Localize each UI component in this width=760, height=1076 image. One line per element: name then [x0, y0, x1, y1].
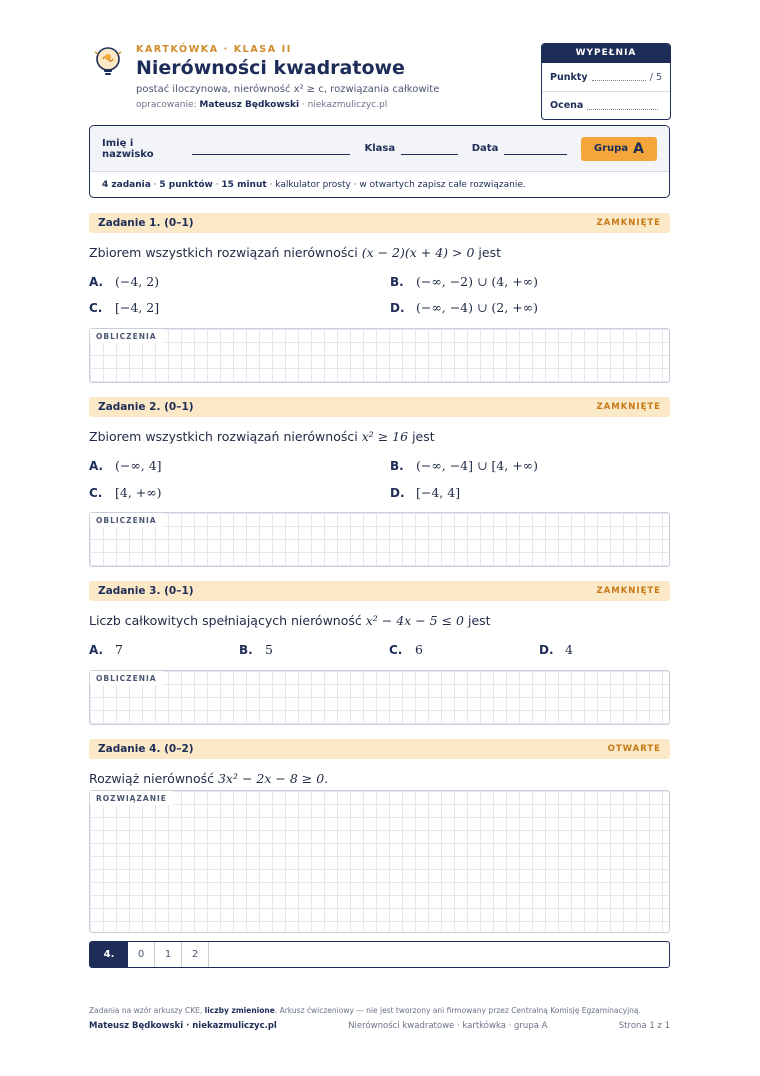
- teacher-grade-row: [542, 91, 670, 119]
- task-2-header: [89, 397, 670, 417]
- teacher-box-title: WYPEŁNIA NAUCZYCIEL: [542, 44, 670, 63]
- score-cell-2[interactable]: 2: [182, 942, 209, 967]
- task-2-option-a[interactable]: [89, 458, 162, 473]
- task-2-type: ZAMKNIĘTE: [596, 402, 661, 412]
- info-tasks: 4 zadania: [102, 180, 151, 190]
- task-1-option-a[interactable]: [89, 274, 159, 289]
- footer-note-a: Zadania na wzór arkuszy CKE,: [89, 1006, 203, 1015]
- task-3-stem-text: Liczb całkowitych spełniających nierówność: [89, 613, 362, 628]
- group-badge: [581, 137, 657, 161]
- task-4-score-strip: [89, 941, 670, 968]
- task-2-option-c[interactable]: [89, 485, 162, 500]
- option-label: B.: [390, 275, 404, 289]
- class-field[interactable]: [401, 143, 458, 155]
- task-2-stem-text: Zbiorem wszystkich rozwiązań nierówności: [89, 429, 358, 444]
- author-prefix: opracowanie:: [136, 100, 197, 110]
- lightbulb-logo-icon: [91, 44, 125, 78]
- author-line: [136, 100, 387, 110]
- name-field[interactable]: [192, 143, 350, 155]
- task-4-stem-math: 3x² − 2x − 8 ≥ 0: [217, 771, 325, 786]
- task-3-stem-math: x² − 4x − 5 ≤ 0: [365, 613, 464, 628]
- option-label: A.: [89, 459, 104, 473]
- option-label: D.: [390, 301, 405, 315]
- task-4-stem-after: .: [324, 771, 329, 786]
- work-area-label: OBLICZENIA: [90, 671, 163, 685]
- option-label: C.: [89, 301, 103, 315]
- task-3-work-area[interactable]: [89, 670, 670, 725]
- option-value: [4, +∞): [115, 485, 162, 500]
- author-name: Mateusz Będkowski: [199, 100, 300, 110]
- task-4-solution-area[interactable]: [89, 790, 670, 933]
- info-rest: · kalkulator prosty · w otwartych zapisz całe rozwiązanie.: [269, 180, 526, 190]
- footer-note-c: . Arkusz ćwiczeniowy — nie jest tworzony ani firmowany przez Centralną Komisję Egzaminacyjną.: [274, 1006, 641, 1015]
- option-label: C.: [89, 486, 103, 500]
- task-4-header: [89, 739, 670, 759]
- work-area-label: OBLICZENIA: [90, 329, 163, 343]
- option-value: (−4, 2): [115, 274, 160, 289]
- teacher-box: [541, 43, 671, 120]
- page-subtitle: postać iloczynowa, nierówność x² ≥ c, rozwiązania całkowite: [136, 84, 440, 95]
- task-1-stem-text: Zbiorem wszystkich rozwiązań nierówności: [89, 245, 358, 260]
- footer-line: [89, 1021, 670, 1031]
- task-3-option-d[interactable]: [539, 642, 573, 657]
- option-label: A.: [89, 643, 104, 657]
- task-4-stem: [89, 771, 328, 786]
- points-max: / 5: [649, 71, 662, 83]
- task-1-type: ZAMKNIĘTE: [596, 218, 661, 228]
- task-1-stem-after: jest: [478, 245, 501, 260]
- points-label: Punkty: [550, 71, 588, 83]
- work-area-label: ROZWIĄZANIE: [90, 791, 173, 805]
- points-field[interactable]: [592, 73, 646, 81]
- task-3-stem: [89, 613, 491, 628]
- option-label: A.: [89, 275, 104, 289]
- task-1-option-d[interactable]: [390, 300, 538, 315]
- task-3-option-b[interactable]: [239, 642, 273, 657]
- option-value: (−∞, −4] ∪ [4, +∞): [416, 458, 538, 473]
- name-label: Imię i nazwisko: [102, 137, 154, 160]
- task-3-type: ZAMKNIĘTE: [596, 586, 661, 596]
- option-value: 4: [565, 642, 573, 657]
- option-value: [−4, 2]: [115, 300, 160, 315]
- task-4-title: Zadanie 4. (0–2): [98, 743, 194, 755]
- task-1-title: Zadanie 1. (0–1): [98, 217, 194, 229]
- option-value: 6: [415, 642, 423, 657]
- footer-center: Nierówności kwadratowe · kartkówka · grupa A: [348, 1021, 548, 1031]
- task-1-work-area[interactable]: [89, 328, 670, 383]
- score-cell-0[interactable]: 0: [128, 942, 155, 967]
- footer-note-b: liczby zmienione: [204, 1006, 275, 1015]
- task-3-title: Zadanie 3. (0–1): [98, 585, 194, 597]
- task-2-stem: [89, 429, 435, 444]
- task-3-stem-after: jest: [467, 613, 491, 628]
- author-site: · niekazmuliczyc.pl: [301, 100, 388, 110]
- student-info-box: [89, 125, 670, 198]
- task-2-title: Zadanie 2. (0–1): [98, 401, 194, 413]
- footer-page: Strona 1 z 1: [618, 1021, 670, 1031]
- group-letter: A: [633, 140, 644, 157]
- option-label: B.: [390, 459, 404, 473]
- option-value: (−∞, 4]: [115, 458, 162, 473]
- footer-note: [89, 1006, 641, 1015]
- task-1-stem: [89, 245, 501, 260]
- info-points: 5 punktów: [159, 180, 213, 190]
- option-label: C.: [389, 643, 403, 657]
- task-4-type: OTWARTE: [607, 744, 661, 754]
- grade-label: Ocena: [550, 100, 584, 111]
- option-value: (−∞, −4) ∪ (2, +∞): [416, 300, 538, 315]
- option-value: 7: [115, 642, 123, 657]
- option-value: [−4, 4]: [416, 485, 461, 500]
- page-title: Nierówności kwadratowe: [136, 57, 405, 79]
- score-task-number: 4.: [90, 942, 128, 967]
- option-label: D.: [539, 643, 554, 657]
- task-2-option-b[interactable]: [390, 458, 538, 473]
- date-field[interactable]: [504, 143, 567, 155]
- student-fields-row: [90, 126, 669, 171]
- worksheet-info-row: 4 zadania · 5 punktów · 15 minut · kalkulator prosty · w otwartych zapisz całe rozwiązanie.: [90, 171, 669, 198]
- score-cell-1[interactable]: 1: [155, 942, 182, 967]
- task-1-option-b[interactable]: [390, 274, 538, 289]
- date-label: Data: [471, 143, 499, 154]
- option-label: D.: [390, 486, 405, 500]
- task-2-stem-after: jest: [412, 429, 435, 444]
- option-value: 5: [265, 642, 273, 657]
- task-2-work-area[interactable]: [89, 512, 670, 567]
- class-label: Klasa: [364, 143, 396, 154]
- info-time: 15 minut: [221, 180, 267, 190]
- worksheet-kicker: KARTKÓWKA · KLASA II: [136, 44, 292, 55]
- task-2-stem-math: x² ≥ 16: [361, 429, 409, 444]
- group-label: Grupa: [593, 143, 629, 154]
- task-1-option-c[interactable]: [89, 300, 159, 315]
- grade-field[interactable]: [587, 102, 658, 110]
- option-label: B.: [239, 643, 253, 657]
- work-area-label: OBLICZENIA: [90, 513, 163, 527]
- task-3-header: [89, 581, 670, 601]
- task-2-option-d[interactable]: [390, 485, 460, 500]
- task-1-stem-math: (x − 2)(x + 4) > 0: [361, 245, 475, 260]
- task-3-option-c[interactable]: [389, 642, 423, 657]
- task-4-stem-text: Rozwiąż nierówność: [89, 771, 214, 786]
- task-1-header: [89, 213, 670, 233]
- footer-left: Mateusz Będkowski · niekazmuliczyc.pl: [89, 1021, 277, 1031]
- task-3-option-a[interactable]: [89, 642, 123, 657]
- option-value: (−∞, −2) ∪ (4, +∞): [416, 274, 538, 289]
